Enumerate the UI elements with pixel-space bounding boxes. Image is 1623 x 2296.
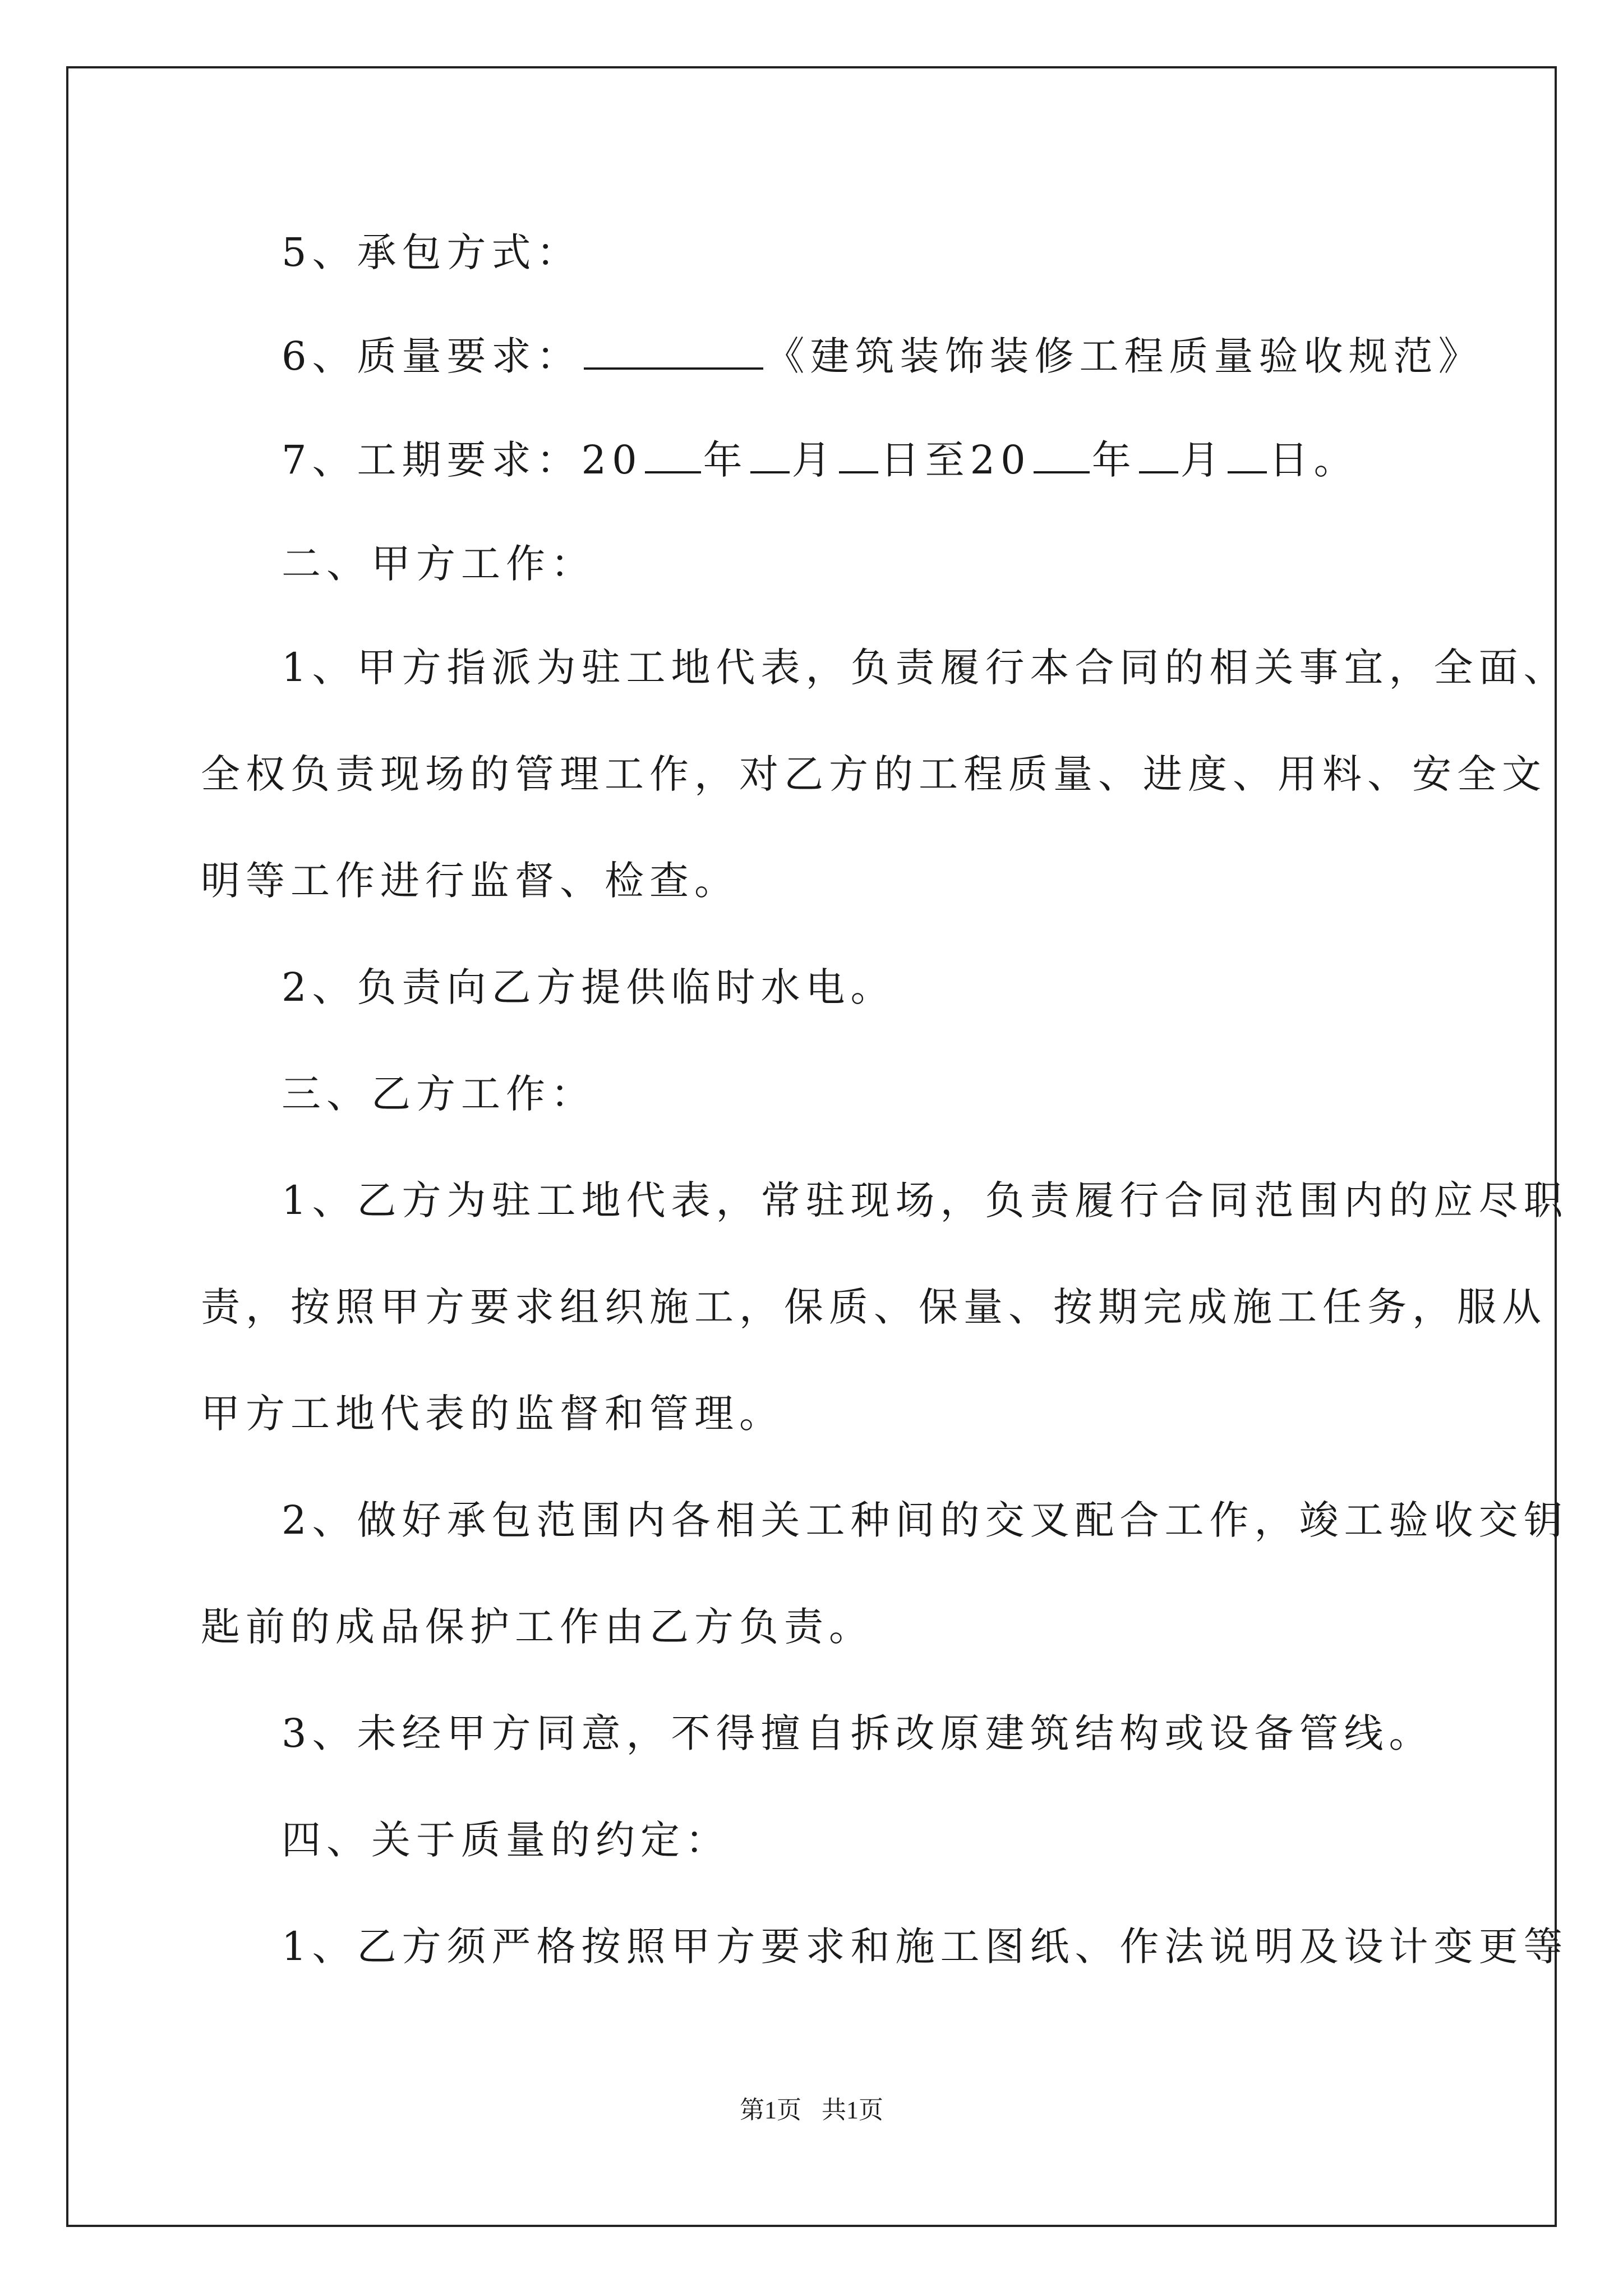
quality-requirement-line [282,328,1483,384]
month-text: 月 [1180,437,1225,483]
fill-in-blank [645,436,701,473]
fill-in-blank [839,436,878,473]
text-line: 1、乙方为驻工地代表，常驻现场，负责履行合同范围内的应尽职 [282,1177,1569,1223]
day-text: 日。 [1269,437,1359,483]
quality-standard: 《建筑装饰装修工程质量验收规范》 [765,333,1483,379]
month-text: 月 [791,437,837,483]
text-line: 甲方工地代表的监督和管理。 [201,1391,784,1437]
text-line: 5、承包方式： [282,229,582,275]
fill-in-blank [1228,436,1267,473]
text-line: 明等工作进行监督、检查。 [201,858,739,904]
quality-label: 6、质量要求： [282,333,582,379]
fill-in-blank [750,436,790,473]
text-line: 1、甲方指派为驻工地代表，负责履行本合同的相关事宜，全面、 [282,645,1569,691]
page-total: 共1页 [822,2096,883,2124]
section-heading: 二、甲方工作： [282,541,596,587]
text-line: 2、做好承包范围内各相关工种间的交叉配合工作，竣工验收交钥 [282,1497,1569,1543]
fill-in-blank [1139,436,1178,473]
text-line: 1、乙方须严格按照甲方要求和施工图纸、作法说明及设计变更等 [282,1924,1569,1970]
fill-in-blank [584,333,763,370]
section-heading: 三、乙方工作： [282,1071,596,1117]
page-number: 第1页 [740,2096,801,2124]
page-border [66,66,1557,2227]
text-line: 全权负责现场的管理工作，对乙方的工程质量、进度、用料、安全文 [201,751,1547,797]
text-line: 匙前的成品保护工作由乙方负责。 [201,1604,874,1650]
text-line: 2、负责向乙方提供临时水电。 [282,964,896,1010]
text-line: 3、未经甲方同意，不得擅自拆改原建筑结构或设备管线。 [282,1710,1434,1756]
year-text: 年 [703,437,748,483]
text-line: 责，按照甲方要求组织施工，保质、保量、按期完成施工任务，服从 [201,1284,1547,1330]
day-to-text: 日至20 [880,437,1031,483]
section-heading: 四、关于质量的约定： [282,1817,730,1863]
schedule-requirement-line [282,432,1359,488]
schedule-label: 7、工期要求：20 [282,437,643,483]
year-text: 年 [1091,437,1137,483]
page-footer [0,2093,1623,2127]
fill-in-blank [1034,436,1090,473]
